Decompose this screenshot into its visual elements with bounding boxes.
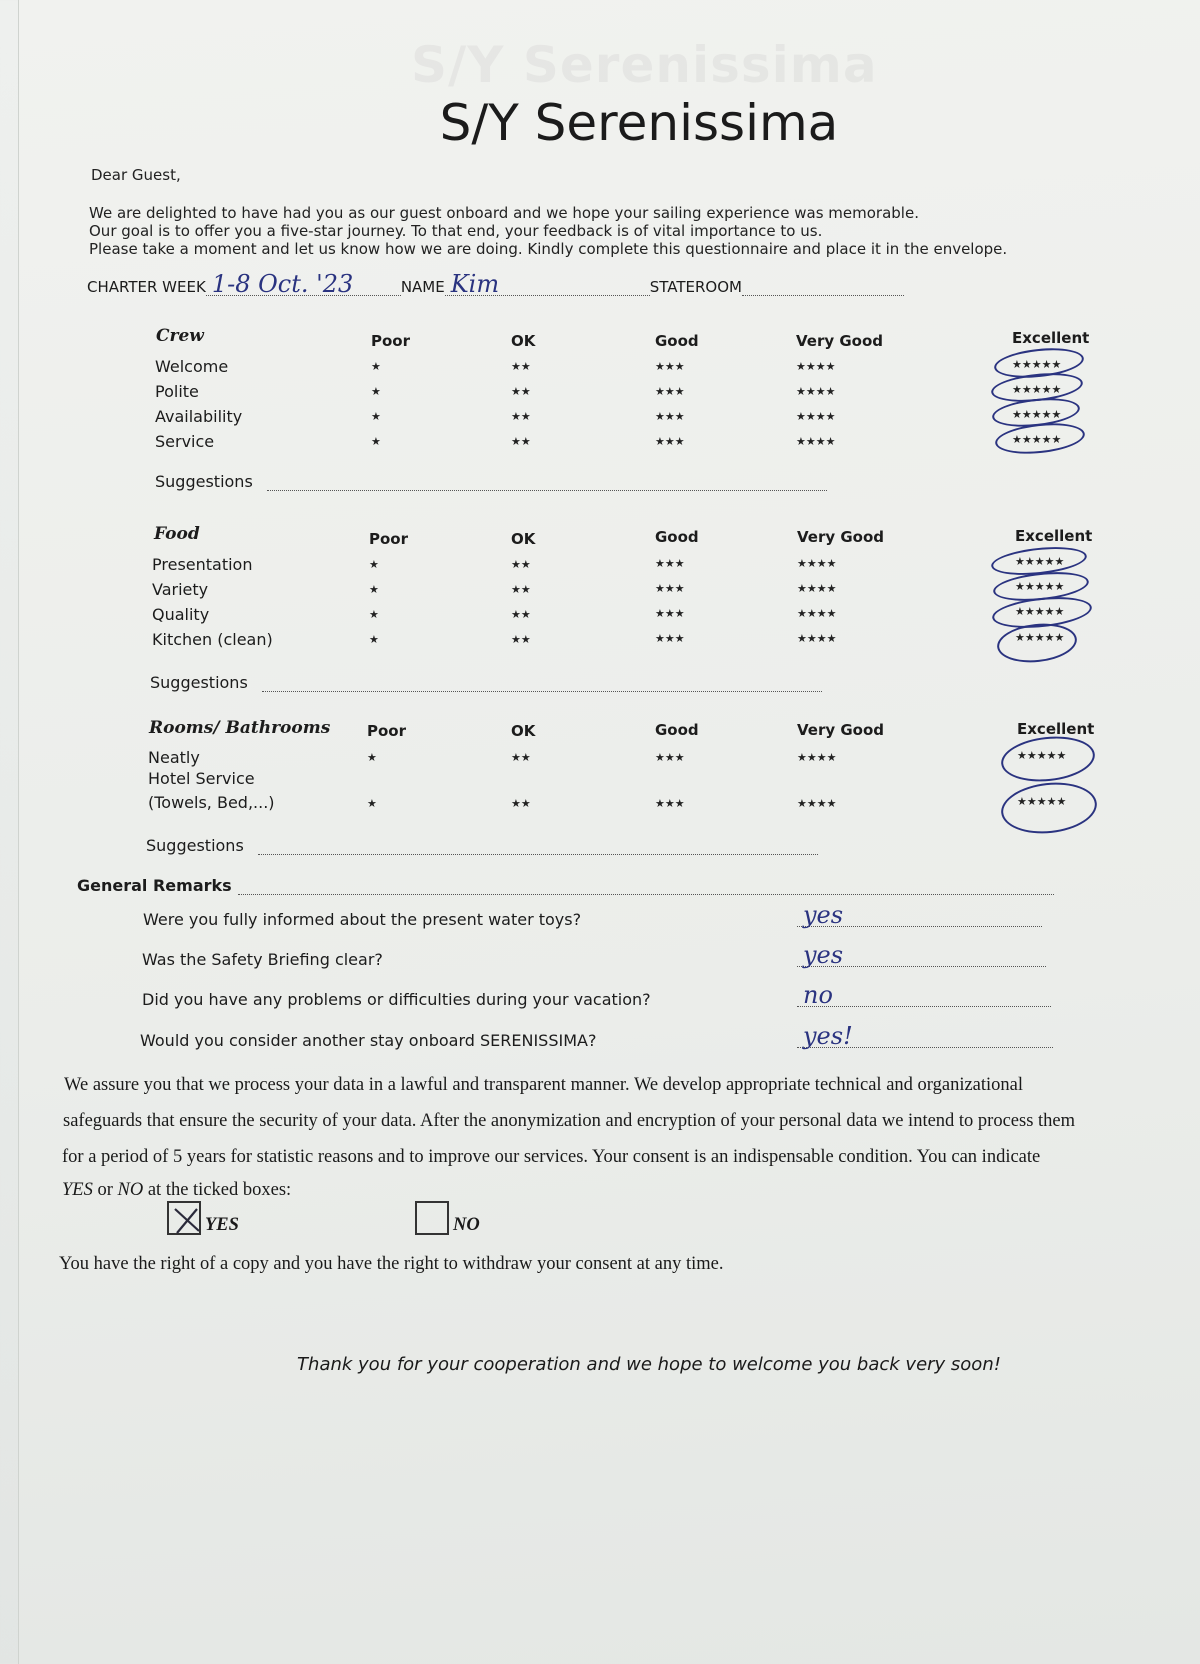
checkbox-cross-icon (169, 1203, 203, 1237)
crew-suggestions-field[interactable] (267, 473, 827, 491)
name-field[interactable] (445, 270, 650, 298)
section-title-rooms: Rooms/ Bathrooms (149, 718, 331, 738)
rating-star-4[interactable]: ★★★★ (796, 410, 836, 423)
rating-star-1[interactable]: ★ (371, 410, 381, 423)
rooms-item-hotel-service-detail: (Towels, Bed,...) (148, 793, 275, 812)
privacy-rights: You have the right of a copy and you have the right to withdraw your consent at any time. (59, 1254, 724, 1274)
name-label: NAME (400, 278, 445, 296)
rooms-suggestions-row (146, 836, 818, 855)
rating-star-1[interactable]: ★ (367, 751, 377, 764)
rating-star-1[interactable]: ★ (371, 435, 381, 448)
rating-star-5[interactable]: ★★★★★ (1012, 358, 1062, 371)
rating-star-1[interactable]: ★ (369, 558, 379, 571)
privacy-line-3: for a period of 5 years for statistic reasons and to improve our services. Your consent is an indispensable condition. You can indicate (62, 1147, 1041, 1167)
col-head-ok: OK (511, 332, 536, 350)
rating-star-2[interactable]: ★★ (511, 558, 531, 571)
thank-you-note: Thank you for your cooperation and we hope to welcome you back very soon! (297, 1354, 1001, 1375)
rating-star-2[interactable]: ★★ (511, 797, 531, 810)
question-safety-briefing: Was the Safety Briefing clear? (142, 950, 383, 969)
intro-line-1: We are delighted to have had you as our guest onboard and we hope your sailing experience was memorable. (89, 204, 919, 222)
consent-no-label: NO (453, 1215, 480, 1235)
rating-star-1[interactable]: ★ (371, 360, 381, 373)
rating-star-5[interactable]: ★★★★★ (1017, 749, 1067, 762)
rating-star-5[interactable]: ★★★★★ (1015, 631, 1065, 644)
rating-star-1[interactable]: ★ (369, 633, 379, 646)
section-title-food: Food (154, 524, 200, 544)
answer-water-toys-field[interactable] (797, 901, 1042, 929)
privacy-line-1: We assure you that we process your data in a lawful and transparent manner. We develop appropriate technical and organizational (64, 1075, 1024, 1095)
crew-item-service: Service (155, 432, 215, 451)
privacy-line-2: safeguards that ensure the security of your data. After the anonymization and encryption of your personal data we intend to process them (63, 1111, 1076, 1131)
rooms-item-hotel-service: Hotel Service (148, 769, 255, 788)
charter-details-row (87, 270, 904, 298)
privacy-line-4 (62, 1180, 291, 1201)
col-head-good: Good (655, 528, 699, 546)
crew-item-welcome: Welcome (155, 357, 229, 376)
rating-star-4[interactable]: ★★★★ (796, 360, 836, 373)
stateroom-field[interactable] (742, 278, 904, 296)
question-stay-again: Would you consider another stay onboard SERENISSIMA? (140, 1031, 597, 1050)
rating-star-4[interactable]: ★★★★ (797, 607, 837, 620)
consent-no-checkbox[interactable] (415, 1201, 449, 1235)
col-head-very-good: Very Good (796, 332, 884, 350)
crew-suggestions-label: Suggestions (155, 472, 253, 491)
food-item-quality: Quality (152, 605, 210, 624)
rating-star-1[interactable]: ★ (369, 583, 379, 596)
rating-star-4[interactable]: ★★★★ (797, 751, 837, 764)
intro-line-2: Our goal is to offer you a five-star journey. To that end, your feedback is of vital importance to us. (89, 222, 823, 240)
answer-problems: no (803, 981, 833, 1009)
col-head-poor: Poor (367, 722, 407, 740)
col-head-excellent: Excellent (1017, 720, 1095, 738)
rating-star-3[interactable]: ★★★ (655, 435, 685, 448)
privacy-no-word: NO (117, 1180, 144, 1200)
selection-circle (999, 732, 1097, 786)
rating-star-3[interactable]: ★★★ (655, 360, 685, 373)
rating-star-5[interactable]: ★★★★★ (1015, 605, 1065, 618)
food-suggestions-field[interactable] (262, 674, 822, 692)
rating-star-3[interactable]: ★★★ (655, 410, 685, 423)
consent-yes-label: YES (205, 1215, 239, 1235)
col-head-good: Good (655, 332, 699, 350)
rating-star-3[interactable]: ★★★ (655, 632, 685, 645)
food-item-presentation: Presentation (152, 555, 253, 574)
rating-star-5[interactable]: ★★★★★ (1012, 383, 1062, 396)
rating-star-2[interactable]: ★★ (511, 583, 531, 596)
food-suggestions-row (150, 673, 822, 692)
crew-item-availability: Availability (155, 407, 243, 426)
rating-star-5[interactable]: ★★★★★ (1012, 408, 1062, 421)
consent-yes-checkbox[interactable] (167, 1201, 201, 1235)
rating-star-1[interactable]: ★ (367, 797, 377, 810)
question-problems: Did you have any problems or difficulties during your vacation? (142, 990, 651, 1009)
col-head-excellent: Excellent (1012, 329, 1090, 347)
privacy-yes-word: YES (62, 1180, 93, 1200)
answer-safety-briefing: yes (803, 941, 844, 969)
privacy-line-4-rest: at the ticked boxes: (143, 1180, 292, 1200)
rating-star-5[interactable]: ★★★★★ (1012, 433, 1062, 446)
rating-star-1[interactable]: ★ (371, 385, 381, 398)
col-head-excellent: Excellent (1015, 527, 1093, 545)
charter-week-value: 1-8 Oct. '23 (211, 270, 354, 298)
rating-star-4[interactable]: ★★★★ (797, 632, 837, 645)
questionnaire-sheet (18, 0, 1200, 1664)
rating-star-3[interactable]: ★★★ (655, 797, 685, 810)
food-item-variety: Variety (152, 580, 209, 599)
answer-stay-again-field[interactable] (797, 1022, 1053, 1050)
charter-week-field[interactable] (206, 270, 401, 298)
rating-star-4[interactable]: ★★★★ (797, 797, 837, 810)
intro-line-3: Please take a moment and let us know how we are doing. Kindly complete this questionnaire and place it in the envelope. (89, 240, 1008, 258)
privacy-or-word: or (92, 1180, 118, 1200)
crew-item-polite: Polite (155, 382, 199, 401)
rating-star-2[interactable]: ★★ (511, 410, 531, 423)
rating-star-2[interactable]: ★★ (511, 385, 531, 398)
rooms-suggestions-label: Suggestions (146, 836, 244, 855)
general-remarks-field[interactable] (238, 877, 1054, 895)
question-water-toys: Were you fully informed about the present water toys? (143, 910, 582, 929)
bleed-through-watermark (411, 36, 878, 94)
col-head-very-good: Very Good (797, 528, 885, 546)
rating-star-2[interactable]: ★★ (511, 751, 531, 764)
general-remarks-label: General Remarks (77, 876, 232, 895)
col-head-ok: OK (511, 530, 536, 548)
answer-safety-briefing-field[interactable] (797, 941, 1046, 969)
rating-star-2[interactable]: ★★ (511, 633, 531, 646)
col-head-ok: OK (511, 722, 536, 740)
food-suggestions-label: Suggestions (150, 673, 248, 692)
answer-water-toys: yes (803, 901, 844, 929)
section-title-crew: Crew (156, 326, 204, 346)
rating-star-4[interactable]: ★★★★ (796, 385, 836, 398)
general-remarks-row (77, 876, 1054, 895)
col-head-good: Good (655, 721, 699, 739)
crew-suggestions-row (155, 472, 827, 491)
stateroom-label: STATEROOM (649, 278, 742, 296)
rating-star-3[interactable]: ★★★ (655, 751, 685, 764)
rooms-item-neatly: Neatly (148, 748, 200, 767)
rating-star-3[interactable]: ★★★ (655, 385, 685, 398)
rating-star-3[interactable]: ★★★ (655, 557, 685, 570)
col-head-poor: Poor (371, 332, 411, 350)
food-item-kitchen: Kitchen (clean) (152, 630, 273, 649)
rating-star-2[interactable]: ★★ (511, 360, 531, 373)
col-head-very-good: Very Good (797, 721, 885, 739)
rooms-suggestions-field[interactable] (258, 837, 818, 855)
rating-star-3[interactable]: ★★★ (655, 582, 685, 595)
rating-star-2[interactable]: ★★ (511, 608, 531, 621)
rating-star-1[interactable]: ★ (369, 608, 379, 621)
rating-star-3[interactable]: ★★★ (655, 607, 685, 620)
selection-circle (999, 778, 1100, 838)
rating-star-4[interactable]: ★★★★ (797, 582, 837, 595)
col-head-poor: Poor (369, 530, 409, 548)
rating-star-4[interactable]: ★★★★ (797, 557, 837, 570)
page-title: S/Y Serenissima (439, 94, 839, 152)
rating-star-2[interactable]: ★★ (511, 435, 531, 448)
answer-problems-field[interactable] (797, 981, 1051, 1009)
greeting: Dear Guest, (91, 166, 181, 184)
rating-star-4[interactable]: ★★★★ (796, 435, 836, 448)
answer-stay-again: yes! (803, 1022, 853, 1050)
name-value: Kim (450, 270, 500, 298)
rating-star-5[interactable]: ★★★★★ (1017, 795, 1067, 808)
rating-star-5[interactable]: ★★★★★ (1015, 580, 1065, 593)
charter-week-label: CHARTER WEEK (87, 278, 206, 296)
rating-star-5[interactable]: ★★★★★ (1015, 555, 1065, 568)
selection-circle (995, 620, 1079, 666)
